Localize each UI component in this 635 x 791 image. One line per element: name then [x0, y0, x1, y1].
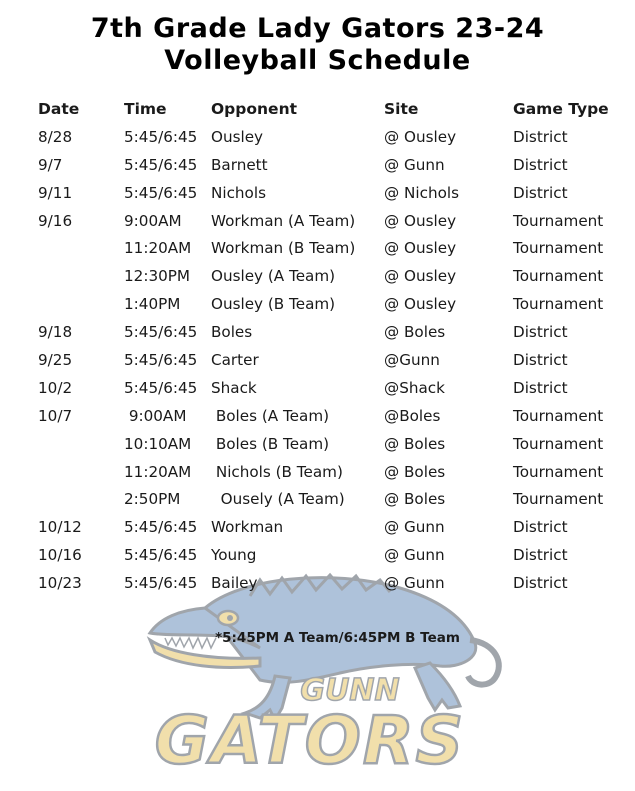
table-row	[0, 542, 635, 570]
cell-time: 5:45/6:45	[124, 183, 198, 202]
cell-game-type: Tournament	[513, 434, 604, 453]
cell-game-type: Tournament	[513, 295, 604, 314]
cell-site: @ Boles	[384, 490, 446, 509]
table-header-row	[0, 96, 635, 124]
logo-word-gunn: GUNN	[300, 673, 400, 708]
cell-site: @Boles	[384, 406, 441, 425]
cell-date: 9/16	[38, 211, 73, 230]
cell-date: 10/7	[38, 406, 73, 425]
header-date: Date	[38, 100, 80, 118]
cell-game-type: Tournament	[513, 490, 604, 509]
cell-opponent: Barnett	[211, 155, 268, 174]
table-row	[0, 486, 635, 514]
cell-time: 1:40PM	[124, 295, 181, 314]
table-row	[0, 459, 635, 487]
cell-time: 11:20AM	[124, 462, 192, 481]
table-body	[0, 124, 635, 598]
cell-time: 12:30PM	[124, 267, 191, 286]
cell-opponent: Shack	[211, 378, 257, 397]
cell-site: @Gunn	[384, 351, 440, 370]
cell-game-type: Tournament	[513, 211, 604, 230]
cell-game-type: District	[513, 574, 568, 593]
cell-date: 9/25	[38, 351, 73, 370]
cell-opponent: Young	[211, 546, 257, 565]
table-row	[0, 570, 635, 598]
cell-site: @ Boles	[384, 434, 446, 453]
table-row	[0, 431, 635, 459]
cell-game-type: District	[513, 378, 568, 397]
cell-opponent: Nichols (B Team)	[211, 462, 343, 481]
cell-site: @ Gunn	[384, 518, 445, 537]
cell-time: 9:00AM	[124, 406, 187, 425]
cell-site: @ Gunn	[384, 546, 445, 565]
table-row	[0, 208, 635, 236]
table-row	[0, 124, 635, 152]
title-line-1: 7th Grade Lady Gators 23-24	[90, 13, 545, 44]
cell-site: @ Gunn	[384, 155, 445, 174]
cell-opponent: Nichols	[211, 183, 266, 202]
table-row	[0, 291, 635, 319]
cell-time: 5:45/6:45	[124, 351, 198, 370]
cell-date: 10/23	[38, 574, 82, 593]
cell-game-type: District	[513, 546, 568, 565]
cell-game-type: District	[513, 183, 568, 202]
cell-opponent: Bailey	[211, 574, 258, 593]
cell-site: @ Ousley	[384, 211, 457, 230]
schedule-table	[0, 96, 635, 598]
cell-opponent: Workman (B Team)	[211, 239, 356, 258]
cell-opponent: Boles	[211, 323, 253, 342]
cell-time: 2:50PM	[124, 490, 181, 509]
cell-game-type: Tournament	[513, 462, 604, 481]
cell-time: 11:20AM	[124, 239, 192, 258]
header-game-type: Game Type	[513, 100, 609, 118]
cell-game-type: Tournament	[513, 267, 604, 286]
cell-time: 5:45/6:45	[124, 518, 198, 537]
table-row	[0, 403, 635, 431]
logo-word-gators: GATORS	[154, 702, 466, 779]
cell-date: 10/12	[38, 518, 82, 537]
cell-time: 5:45/6:45	[124, 155, 198, 174]
cell-date: 9/18	[38, 323, 73, 342]
cell-opponent: Carter	[211, 351, 259, 370]
cell-site: @ Nichols	[384, 183, 459, 202]
cell-game-type: District	[513, 127, 568, 146]
table-row	[0, 152, 635, 180]
cell-opponent: Boles (A Team)	[211, 406, 330, 425]
cell-date: 9/11	[38, 183, 73, 202]
table-row	[0, 180, 635, 208]
cell-date: 9/7	[38, 155, 63, 174]
footnote: *5:45PM A Team/6:45PM B Team	[215, 630, 460, 646]
cell-time: 10:10AM	[124, 434, 192, 453]
table-row	[0, 263, 635, 291]
header-site: Site	[384, 100, 419, 118]
cell-time: 5:45/6:45	[124, 323, 198, 342]
cell-game-type: Tournament	[513, 406, 604, 425]
cell-time: 9:00AM	[124, 211, 182, 230]
cell-time: 5:45/6:45	[124, 127, 198, 146]
cell-opponent: Workman	[211, 518, 284, 537]
table-row	[0, 514, 635, 542]
cell-game-type: District	[513, 518, 568, 537]
cell-time: 5:45/6:45	[124, 574, 198, 593]
cell-time: 5:45/6:45	[124, 546, 198, 565]
cell-time: 5:45/6:45	[124, 378, 198, 397]
cell-site: @Shack	[384, 378, 445, 397]
cell-game-type: District	[513, 155, 568, 174]
table-row	[0, 375, 635, 403]
cell-site: @ Gunn	[384, 574, 445, 593]
cell-date: 8/28	[38, 127, 73, 146]
cell-site: @ Ousley	[384, 127, 457, 146]
cell-opponent: Boles (B Team)	[211, 434, 330, 453]
table-row	[0, 319, 635, 347]
cell-site: @ Boles	[384, 323, 446, 342]
cell-site: @ Ousley	[384, 295, 457, 314]
table-row	[0, 347, 635, 375]
cell-opponent: Ousely (A Team)	[211, 490, 345, 509]
cell-game-type: Tournament	[513, 239, 604, 258]
cell-date: 10/2	[38, 378, 73, 397]
title-line-2: Volleyball Schedule	[164, 45, 471, 76]
header-time: Time	[124, 100, 167, 118]
cell-site: @ Boles	[384, 462, 446, 481]
cell-game-type: District	[513, 351, 568, 370]
cell-opponent: Workman (A Team)	[211, 211, 356, 230]
cell-opponent: Ousley	[211, 127, 264, 146]
header-opponent: Opponent	[211, 100, 298, 118]
cell-game-type: District	[513, 323, 568, 342]
cell-site: @ Ousley	[384, 239, 457, 258]
cell-site: @ Ousley	[384, 267, 457, 286]
cell-date: 10/16	[38, 546, 82, 565]
cell-opponent: Ousley (A Team)	[211, 267, 336, 286]
cell-opponent: Ousley (B Team)	[211, 295, 336, 314]
table-row	[0, 235, 635, 263]
